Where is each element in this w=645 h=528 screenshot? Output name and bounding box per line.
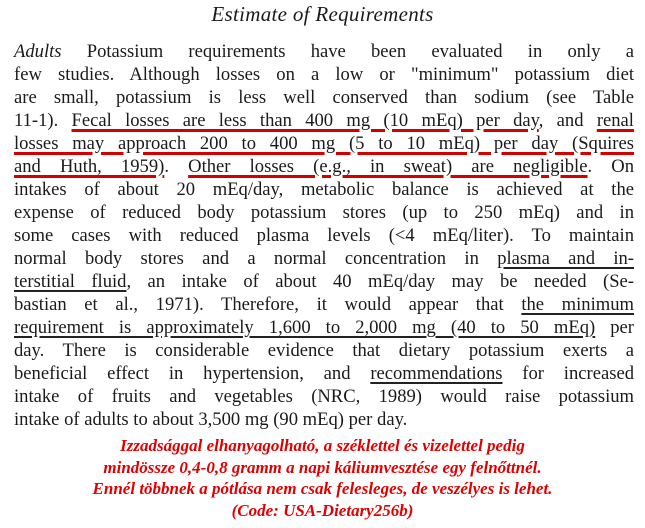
text-line: 11-1). Fecal losses are less than 400 mg (10 mEq) per day, and renal (14, 110, 634, 131)
red-annotation-comment (0, 435, 645, 521)
text-line: day. There is considerable evidence that dietary potassium exerts a (14, 340, 634, 361)
red-underlined-phrase: losses may approach 200 to 400 mg (5 to 10 mEq) per day (Squires (14, 133, 634, 154)
red-underlined-phrase: Other losses (e.g., in sweat) are negligible (188, 156, 588, 177)
pen-underlined-phrase: terstitial fluid (14, 271, 127, 292)
text-line: intake of adults to about 3,500 mg (90 mEq) per day. (14, 409, 408, 430)
section-heading: Estimate of Requirements (211, 2, 434, 26)
text-line: Adults Potassium requirements have been evaluated in only a (14, 41, 634, 62)
pen-underlined-phrase: the minimum (521, 294, 634, 315)
pen-underlined-phrase: requirement is approximately 1,600 to 2,000 mg (40 to 50 mEq) (14, 317, 596, 338)
text-line: bastian et al., 1971). Therefore, it would appear that the minimum (14, 294, 634, 315)
text-line: expense of reduced body potassium stores (up to 250 mEq) and in (14, 202, 634, 223)
text-line: terstitial fluid, an intake of about 40 mEq/day may be needed (Se- (14, 271, 634, 292)
text-line (14, 132, 634, 155)
pen-underlined-phrase: plasma and in- (497, 248, 634, 269)
text-line: and Huth, 1959). Other losses (e.g., in sweat) are negligible. On (14, 156, 634, 177)
text-line: normal body stores and a normal concentration in plasma and in- (14, 248, 634, 269)
pen-underlined-phrase: recommendations (370, 363, 503, 384)
red-underlined-phrase: renal (596, 110, 634, 131)
source-code-label: (Code: USA-Dietary256b) (231, 500, 414, 520)
text-line: requirement is approximately 1,600 to 2,000 mg (40 to 50 mEq) per (14, 317, 634, 338)
text-line: beneficial effect in hypertension, and recommendations for increased (14, 363, 634, 384)
red-underlined-phrase: Fecal losses are less than 400 mg (10 mEq) per day (71, 110, 539, 131)
comment-line: Izzadsággal elhanyagolható, a széklettel és vizelettel pedig (120, 436, 525, 455)
text-line: intakes of about 20 mEq/day, metabolic balance is achieved at the (14, 179, 634, 200)
red-underlined-phrase: and Huth, 1959) (14, 156, 165, 177)
text-line: some cases with reduced plasma levels (<4 mEq/liter). To maintain (14, 225, 634, 246)
body-paragraph (14, 40, 634, 431)
comment-line: Ennél többnek a pótlása nem csak felesleges, de veszélyes is lehet. (92, 479, 553, 498)
text-line: intake of fruits and vegetables (NRC, 1989) would raise potassium (14, 386, 634, 407)
runin-heading: Adults (14, 41, 62, 62)
text-line: few studies. Although losses on a low or "minimum" potassium diet (14, 64, 634, 85)
comment-line: mindössze 0,4-0,8 gramm a napi káliumvesztése egy felnőttnél. (103, 457, 542, 477)
text-line: are small, potassium is less well conserved than sodium (see Table (14, 87, 634, 108)
